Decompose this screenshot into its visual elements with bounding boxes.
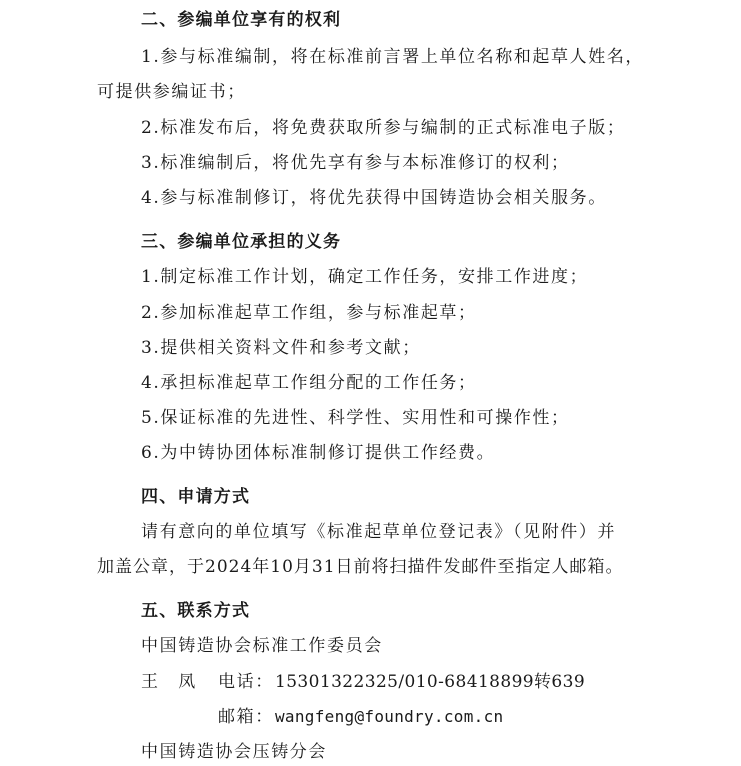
obligations-item-4: 4.承担标准起草工作组分配的工作任务； [141, 373, 477, 393]
phone-label: 电话： [218, 672, 274, 692]
rights-item-1: 1.参与标准编制，将在标准前言署上单位名称和起草人姓名， [141, 47, 645, 67]
contact-name: 王 凤 [141, 672, 197, 692]
obligations-item-2: 2.参加标准起草工作组，参与标准起草； [141, 303, 477, 323]
rights-item-3: 3.标准编制后，将优先享有参与本标准修订的权利； [141, 153, 570, 173]
contact-org-die-casting-branch: 中国铸造协会压铸分会 [141, 742, 327, 762]
phone-value: 15301322325/010-68418899转639 [275, 672, 586, 692]
rights-item-2: 2.标准发布后，将免费获取所参与编制的正式标准电子版； [141, 118, 626, 138]
obligations-item-3: 3.提供相关资料文件和参考文献； [141, 338, 421, 358]
section-heading-contact: 五、联系方式 [141, 601, 251, 621]
obligations-item-5: 5.保证标准的先进性、科学性、实用性和可操作性； [141, 408, 570, 428]
email-label: 邮箱： [218, 707, 274, 727]
section-heading-rights: 二、参编单位享有的权利 [141, 10, 342, 30]
section-heading-obligations: 三、参编单位承担的义务 [141, 232, 342, 252]
application-text-1: 请有意向的单位填写《标准起草单位登记表》（见附件）并 [141, 522, 617, 542]
section-heading-application: 四、申请方式 [141, 487, 251, 507]
rights-item-1-cont: 可提供参编证书； [97, 82, 246, 102]
email-value[interactable]: wangfeng@foundry.com.cn [275, 707, 504, 726]
obligations-item-6: 6.为中铸协团体标准制修订提供工作经费。 [141, 443, 496, 463]
rights-item-4: 4.参与标准制修订，将优先获得中国铸造协会相关服务。 [141, 188, 607, 208]
obligations-item-1: 1.制定标准工作计划，确定工作任务，安排工作进度； [141, 267, 589, 287]
contact-org-standards-committee: 中国铸造协会标准工作委员会 [141, 636, 383, 656]
application-text-2: 加盖公章，于2024年10月31日前将扫描件发邮件至指定人邮箱。 [97, 557, 624, 577]
